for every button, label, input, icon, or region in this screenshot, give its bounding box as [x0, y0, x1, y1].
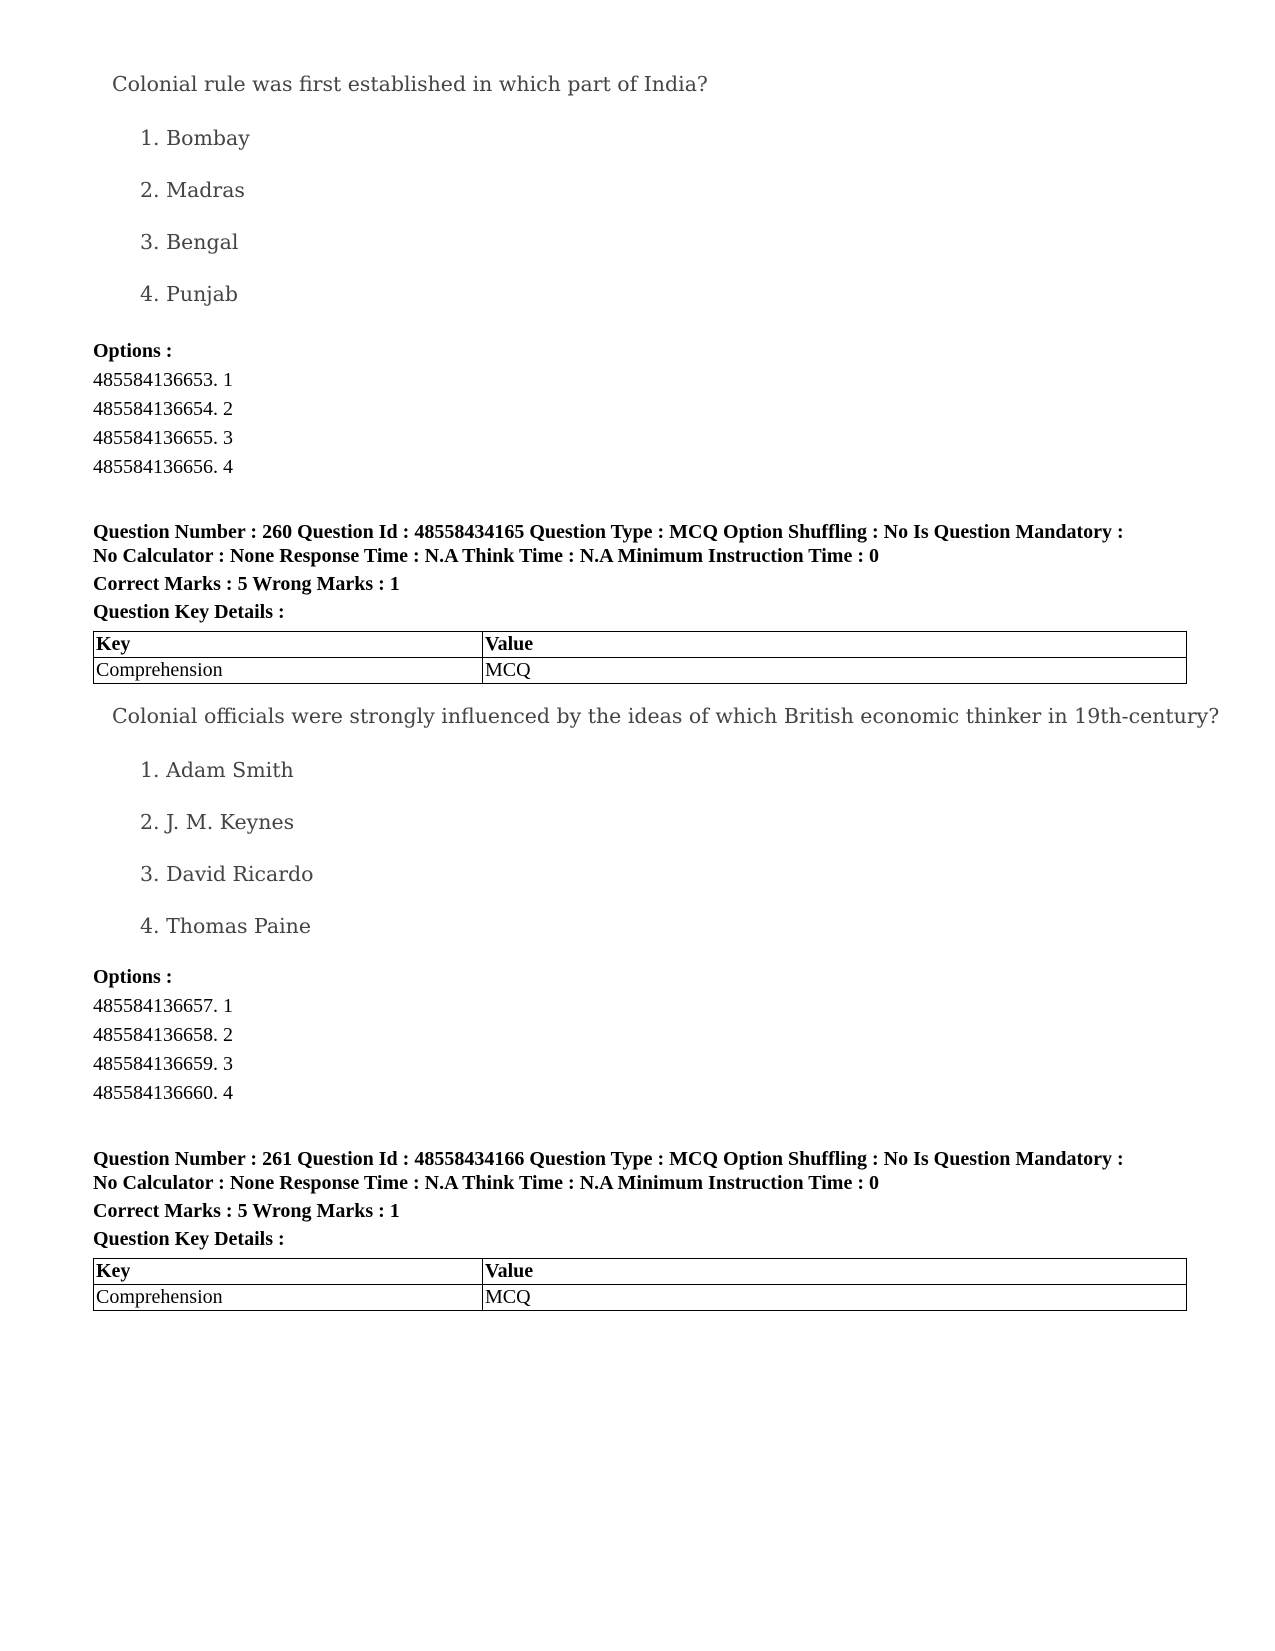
table-cell-value: MCQ — [483, 1285, 1187, 1311]
meta-line-1: Question Number : 261 Question Id : 48558434166 Question Type : MCQ Option Shuffling : No Is Question Mandatory : — [93, 1148, 1124, 1170]
question-choice: 4. Thomas Paine — [140, 914, 311, 938]
question-text: Colonial rule was first established in which part of India? — [112, 72, 708, 96]
option-line: 485584136658. 2 — [93, 1024, 233, 1046]
option-line: 485584136656. 4 — [93, 456, 233, 478]
key-details-table — [93, 631, 1187, 684]
question-choice: 3. Bengal — [140, 230, 239, 254]
question-choice: 2. Madras — [140, 178, 245, 202]
table-row — [94, 658, 1187, 684]
option-line: 485584136660. 4 — [93, 1082, 233, 1104]
option-line: 485584136653. 1 — [93, 369, 233, 391]
options-label: Options : — [93, 966, 173, 988]
meta-line-1: Question Number : 260 Question Id : 48558434165 Question Type : MCQ Option Shuffling : No Is Question Mandatory : — [93, 521, 1124, 543]
question-choice: 2. J. M. Keynes — [140, 810, 295, 834]
key-details-label: Question Key Details : — [93, 601, 285, 623]
question-image-b — [112, 704, 1220, 938]
key-details-table — [93, 1258, 1187, 1311]
table-cell-value: MCQ — [483, 658, 1187, 684]
question-meta-260 — [93, 520, 1193, 568]
question-choice: 1. Adam Smith — [140, 758, 294, 782]
question-choice: 1. Bombay — [140, 126, 250, 150]
table-cell-key: Comprehension — [94, 658, 483, 684]
table-header-row — [94, 1259, 1187, 1285]
options-label: Options : — [93, 340, 173, 362]
marks-line: Correct Marks : 5 Wrong Marks : 1 — [93, 573, 400, 595]
option-line: 485584136657. 1 — [93, 995, 233, 1017]
option-line: 485584136654. 2 — [93, 398, 233, 420]
question-choice: 3. David Ricardo — [140, 862, 314, 886]
option-line: 485584136659. 3 — [93, 1053, 233, 1075]
table-header-row — [94, 632, 1187, 658]
options-block-b — [93, 963, 1188, 1108]
table-header-value: Value — [483, 632, 1187, 658]
question-text: Colonial officials were strongly influenced by the ideas of which British economic thinker in 19th-century? — [112, 704, 1220, 728]
option-line: 485584136655. 3 — [93, 427, 233, 449]
meta-line-2: No Calculator : None Response Time : N.A Think Time : N.A Minimum Instruction Time : 0 — [93, 1172, 879, 1194]
table-cell-key: Comprehension — [94, 1285, 483, 1311]
marks-line: Correct Marks : 5 Wrong Marks : 1 — [93, 1200, 400, 1222]
meta-line-2: No Calculator : None Response Time : N.A Think Time : N.A Minimum Instruction Time : 0 — [93, 545, 879, 567]
key-details-label: Question Key Details : — [93, 1228, 285, 1250]
table-row — [94, 1285, 1187, 1311]
question-meta-261 — [93, 1147, 1193, 1195]
options-block-a — [93, 337, 1188, 482]
question-image-a — [112, 72, 708, 306]
table-header-key: Key — [94, 632, 483, 658]
question-choice: 4. Punjab — [140, 282, 238, 306]
table-header-key: Key — [94, 1259, 483, 1285]
table-header-value: Value — [483, 1259, 1187, 1285]
